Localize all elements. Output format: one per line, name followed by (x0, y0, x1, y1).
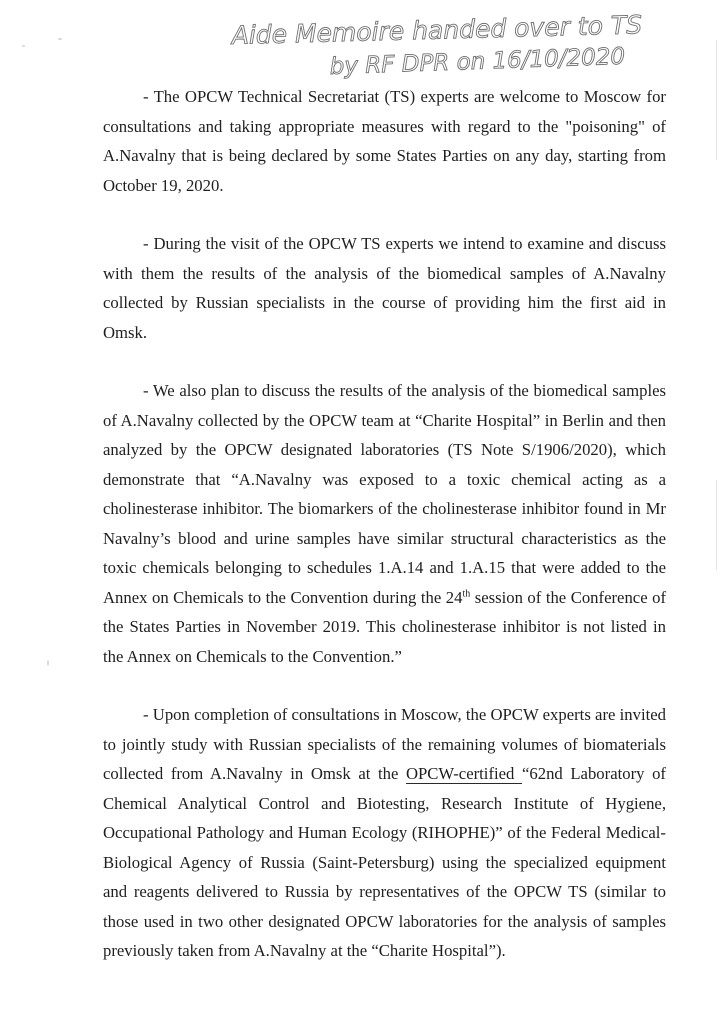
paragraph-2-text: - During the visit of the OPCW TS experts we intend to examine and discuss with them the results of the analysis of the biomedical samples of A.Navalny collected by Russian specialists in the course of providing him the first aid in Omsk. (103, 234, 666, 342)
paragraph-3-text-a: - We also plan to discuss the results of the analysis of the biomedical samples of A.Navalny collected by the OPCW team at “Charite Hospital” in Berlin and then analyzed by the OPCW designated laboratories (TS Note S/1906/2020), which demonstrate that “A.Navalny was exposed to a toxic chemical acting as a cholinesterase inhibitor. The biomarkers of the cholinesterase inhibitor found in Mr Navalny’s blood and urine samples have similar structural characteristics as the toxic chemicals belonging to schedules 1.A.14 and 1.A.15 that were added to the Annex on Chemicals to the Convention during the 24 (103, 381, 666, 607)
scan-speck (58, 38, 62, 40)
ordinal-superscript: th (462, 587, 471, 599)
paragraph-2 (103, 229, 666, 347)
paragraph-4 (103, 700, 666, 966)
paragraph-3-text-b: session of the Conference of the States Parties in November 2019. This cholinesterase inhibitor is not listed in the Annex on Chemicals to the Convention.” (103, 587, 667, 666)
scan-speck (47, 660, 49, 666)
paragraph-1-text: - The OPCW Technical Secretariat (TS) experts are welcome to Moscow for consultations and taking appropriate measures with regard to the "poisoning" of A.Navalny that is being declared by some States Parties on any day, starting from October 19, 2020. (103, 87, 666, 195)
handwritten-underline-opcw-certified: OPCW-certified (405, 764, 522, 783)
scan-edge-mark (716, 480, 717, 570)
handwritten-annotation (0, 0, 723, 90)
document-body (103, 82, 666, 995)
paragraph-3 (103, 376, 666, 671)
scan-speck (22, 45, 25, 47)
paragraph-4-text-b: “62nd Laboratory of Chemical Analytical Control and Biotesting, Research Institute of Hygiene, Occupational Pathology and Human Ecology (RIHOPHE)” of the Federal Medical-Biological Agency of Russia (Saint-Petersburg) using the specialized equipment and reagents delivered to Russia by representatives of the OPCW TS (similar to those used in two other designated OPCW laboratories for the analysis of samples previously taken from A.Navalny at the “Charite Hospital”). (103, 764, 666, 960)
handwritten-line-2: by RF DPR on 16/10/2020 (329, 43, 626, 80)
paragraph-1 (103, 82, 666, 200)
scan-edge-mark (716, 40, 717, 160)
paragraph-4-text-a: - Upon completion of consultations in Moscow, the OPCW experts are invited to jointly study with Russian specialists of the remaining volumes of biomaterials collected from A.Navalny in Omsk at the (103, 705, 666, 783)
handwritten-line-1: Aide Memoire handed over to TS (231, 10, 643, 50)
